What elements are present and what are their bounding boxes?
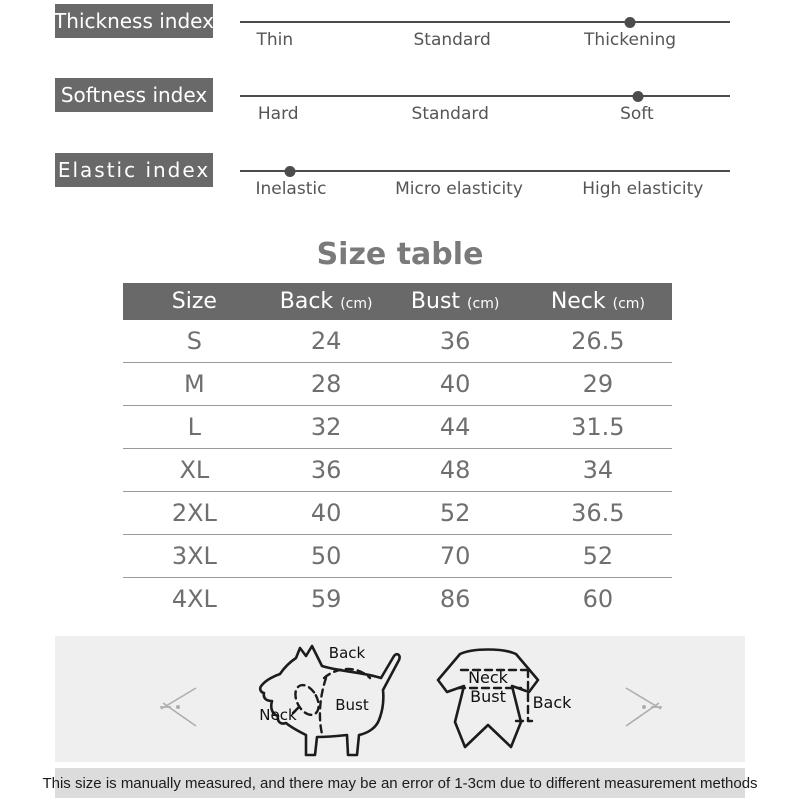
header-size: Size xyxy=(171,289,217,314)
softness-index-label: Softness index xyxy=(55,78,213,112)
scale-option-thickening: Thickening xyxy=(584,30,677,50)
dog-measurement-diagram xyxy=(250,638,425,760)
size-table xyxy=(123,283,672,620)
dog-back-label: Back xyxy=(328,644,366,662)
header-back: Back (cm) xyxy=(279,289,373,314)
scale-dot xyxy=(625,17,636,28)
table-row: M 28 40 29 xyxy=(123,363,672,406)
elastic-index-row xyxy=(0,151,800,215)
table-row: S 24 36 26.5 xyxy=(123,320,672,363)
header-neck-unit: (cm) xyxy=(612,296,645,312)
header-bust-unit: (cm) xyxy=(467,296,500,312)
thickness-index-label: Thickness index xyxy=(55,4,213,38)
scale-option-thin: Thin xyxy=(256,30,294,50)
size-table-title: Size table xyxy=(316,237,484,272)
table-row: XL 36 48 34 xyxy=(123,449,672,492)
header-back-unit: (cm) xyxy=(340,296,373,312)
scale-option-high-elasticity: High elasticity xyxy=(582,179,704,199)
thickness-scale xyxy=(240,2,730,66)
softness-index-row xyxy=(0,76,800,140)
scale-dot xyxy=(632,91,643,102)
table-row: L 32 44 31.5 xyxy=(123,406,672,449)
scale-dot xyxy=(284,166,295,177)
scale-track xyxy=(240,21,730,23)
carousel-prev-icon[interactable] xyxy=(158,682,204,728)
scale-option-hard: Hard xyxy=(257,104,299,124)
garment-back-label: Back xyxy=(532,693,572,712)
measurement-diagram-panel xyxy=(55,636,745,762)
thickness-index-row xyxy=(0,2,800,66)
elastic-index-label: Elastic index xyxy=(55,153,213,187)
garment-bust-label: Bust xyxy=(470,687,506,706)
scale-track xyxy=(240,95,730,97)
measurement-disclaimer: This size is manually measured, and there may be an error of 1-3cm due to different measurement methods xyxy=(55,768,745,798)
softness-scale xyxy=(240,76,730,140)
garment-neck-label: Neck xyxy=(468,668,508,687)
scale-track xyxy=(240,170,730,172)
table-row: 4XL 59 86 60 xyxy=(171,585,614,613)
header-neck: Neck (cm) xyxy=(550,289,645,314)
dog-neck-label: Neck xyxy=(259,706,297,724)
scale-option-standard: Standard xyxy=(413,30,491,50)
carousel-next-icon[interactable] xyxy=(618,682,664,728)
scale-option-standard: Standard xyxy=(411,104,489,124)
dog-bust-label: Bust xyxy=(335,696,369,714)
elastic-scale xyxy=(240,151,730,215)
scale-option-soft: Soft xyxy=(620,104,654,124)
table-row: 3XL 50 70 52 xyxy=(123,535,672,578)
scale-option-micro-elasticity: Micro elasticity xyxy=(395,179,523,199)
table-row: 2XL 40 52 36.5 xyxy=(123,492,672,535)
header-bust: Bust (cm) xyxy=(410,289,500,314)
garment-measurement-diagram xyxy=(428,642,588,762)
scale-option-inelastic: Inelastic xyxy=(255,179,327,199)
size-table-header xyxy=(123,283,672,320)
